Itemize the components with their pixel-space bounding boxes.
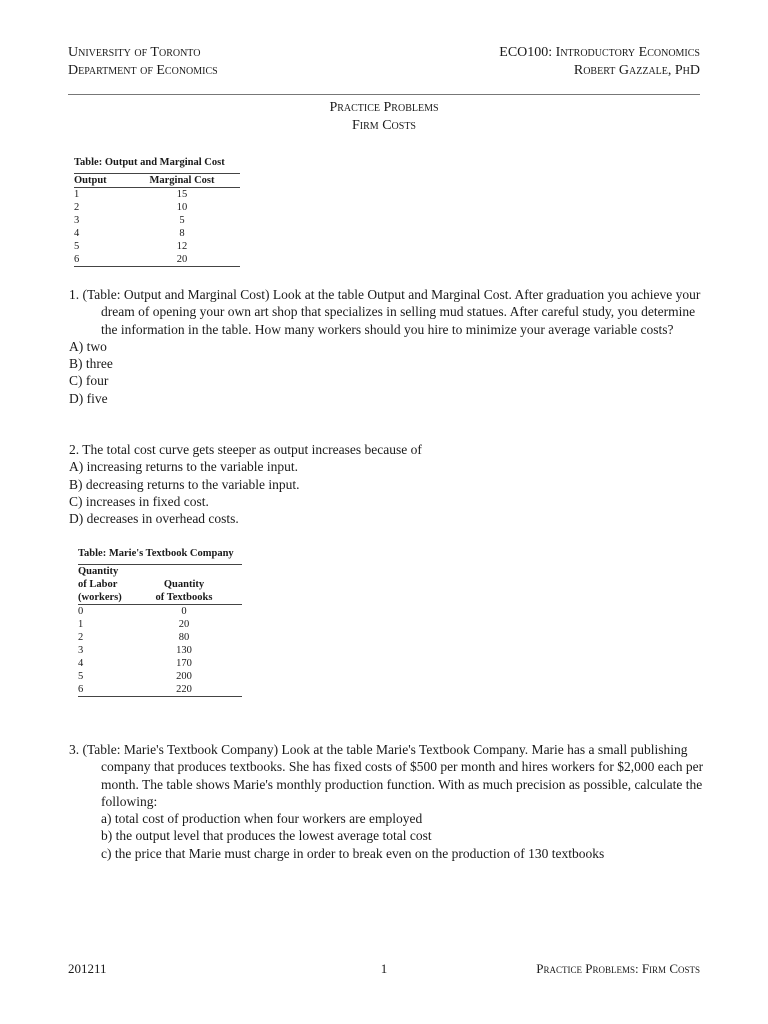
- table-row: [78, 644, 242, 657]
- page-title: [0, 99, 768, 135]
- table-row: [74, 201, 240, 214]
- question-3: [69, 741, 709, 862]
- table-cell: 12: [176, 241, 188, 252]
- question-stem: 3. (Table: Marie's Textbook Company) Look at the table Marie's Textbook Company. Marie has a small publishing company that produces textbooks. She has fixed costs of $500 per month and hires workers for $2,000 each per month. The table shows Marie's monthly production function. With as much precision as possible, calculate the following:: [69, 742, 704, 809]
- instructor-name: Robert Gazzale, PhD: [573, 63, 700, 78]
- column-header: Output: [74, 175, 107, 186]
- output-marginal-cost-table: [74, 156, 240, 267]
- header-line: (workers): [78, 592, 122, 603]
- table-cell: 3: [74, 215, 80, 226]
- table-cell: 20: [176, 254, 188, 265]
- table-caption: Table: Marie's Textbook Company: [78, 548, 234, 559]
- table-cell: 2: [74, 202, 80, 213]
- header-line: Quantity: [78, 566, 119, 577]
- table-cell: 6: [78, 684, 84, 695]
- table-row: [74, 227, 240, 240]
- course-name: ECO100: Introductory Economics: [499, 45, 700, 60]
- answer-option: C) increases in fixed cost.: [69, 493, 209, 509]
- table-cell: 200: [176, 671, 192, 682]
- table-row: [74, 240, 240, 253]
- column-header: [78, 565, 126, 605]
- question-part: b) the output level that produces the lowest average total cost: [101, 828, 432, 844]
- title-line-1: Practice Problems: [329, 100, 439, 115]
- table-cell: 5: [179, 215, 185, 226]
- table-cell: 10: [176, 202, 188, 213]
- footer-date-code: 201211: [68, 961, 107, 976]
- question-stem: 2. The total cost curve gets steeper as output increases because of: [69, 442, 422, 457]
- question-part: c) the price that Marie must charge in order to break even on the production of 130 textbooks: [101, 845, 605, 861]
- table-cell: 5: [74, 241, 80, 252]
- textbook-company-table: [78, 547, 242, 697]
- answer-option: B) three: [69, 356, 113, 372]
- title-line-2: Firm Costs: [352, 118, 416, 133]
- table-cell: 1: [74, 189, 80, 200]
- table-row: [78, 657, 242, 670]
- department-name: Department of Economics: [68, 63, 218, 78]
- table-cell: 0: [78, 606, 84, 617]
- table-caption: Table: Output and Marginal Cost: [74, 157, 225, 168]
- column-header: [126, 565, 242, 605]
- table-row: [74, 188, 240, 202]
- header-right: [499, 44, 700, 80]
- table-cell: 5: [78, 671, 84, 682]
- table-cell: 170: [176, 658, 192, 669]
- table-cell: 15: [176, 189, 188, 200]
- page-number: 1: [380, 961, 388, 976]
- table-cell: 4: [78, 658, 84, 669]
- table-cell: 2: [78, 632, 84, 643]
- answer-option: D) five: [69, 390, 108, 406]
- answer-option: C) four: [69, 373, 109, 389]
- table-cell: 80: [178, 632, 190, 643]
- footer-title: Practice Problems: Firm Costs: [536, 961, 700, 976]
- table-row: [78, 631, 242, 644]
- table-cell: 3: [78, 645, 84, 656]
- table-cell: 8: [179, 228, 185, 239]
- table-row: [74, 253, 240, 267]
- answer-option: A) increasing returns to the variable input.: [69, 459, 299, 475]
- question-2: [69, 441, 709, 527]
- question-stem: 1. (Table: Output and Marginal Cost) Look at the table Output and Marginal Cost. After graduation you achieve your dream of opening your own art shop that specializes in selling mud statues. After careful study, you determine the information in the table. How many workers should you hire to minimize your average variable costs?: [69, 287, 701, 337]
- table-row: [78, 683, 242, 697]
- header-divider: [68, 94, 700, 95]
- header-line: of Textbooks: [155, 592, 213, 603]
- table-cell: 4: [74, 228, 80, 239]
- table-cell: 220: [176, 684, 192, 695]
- header-line: Quantity: [163, 579, 205, 590]
- header-line: of Labor: [78, 579, 118, 590]
- table-row: [78, 618, 242, 631]
- table-cell: 6: [74, 254, 80, 265]
- question-1: [69, 286, 709, 407]
- question-part: a) total cost of production when four workers are employed: [101, 811, 423, 827]
- table-cell: 0: [181, 606, 187, 617]
- answer-option: D) decreases in overhead costs.: [69, 511, 239, 527]
- table-cell: 1: [78, 619, 84, 630]
- table-row: [78, 670, 242, 683]
- answer-option: B) decreasing returns to the variable input.: [69, 476, 300, 492]
- table-cell: 20: [178, 619, 190, 630]
- table-cell: 130: [176, 645, 192, 656]
- table-row: [74, 214, 240, 227]
- table-row: [78, 605, 242, 619]
- answer-option: A) two: [69, 338, 107, 354]
- university-name: University of Toronto: [68, 45, 201, 60]
- header-left: [68, 44, 218, 80]
- column-header: Marginal Cost: [149, 175, 215, 186]
